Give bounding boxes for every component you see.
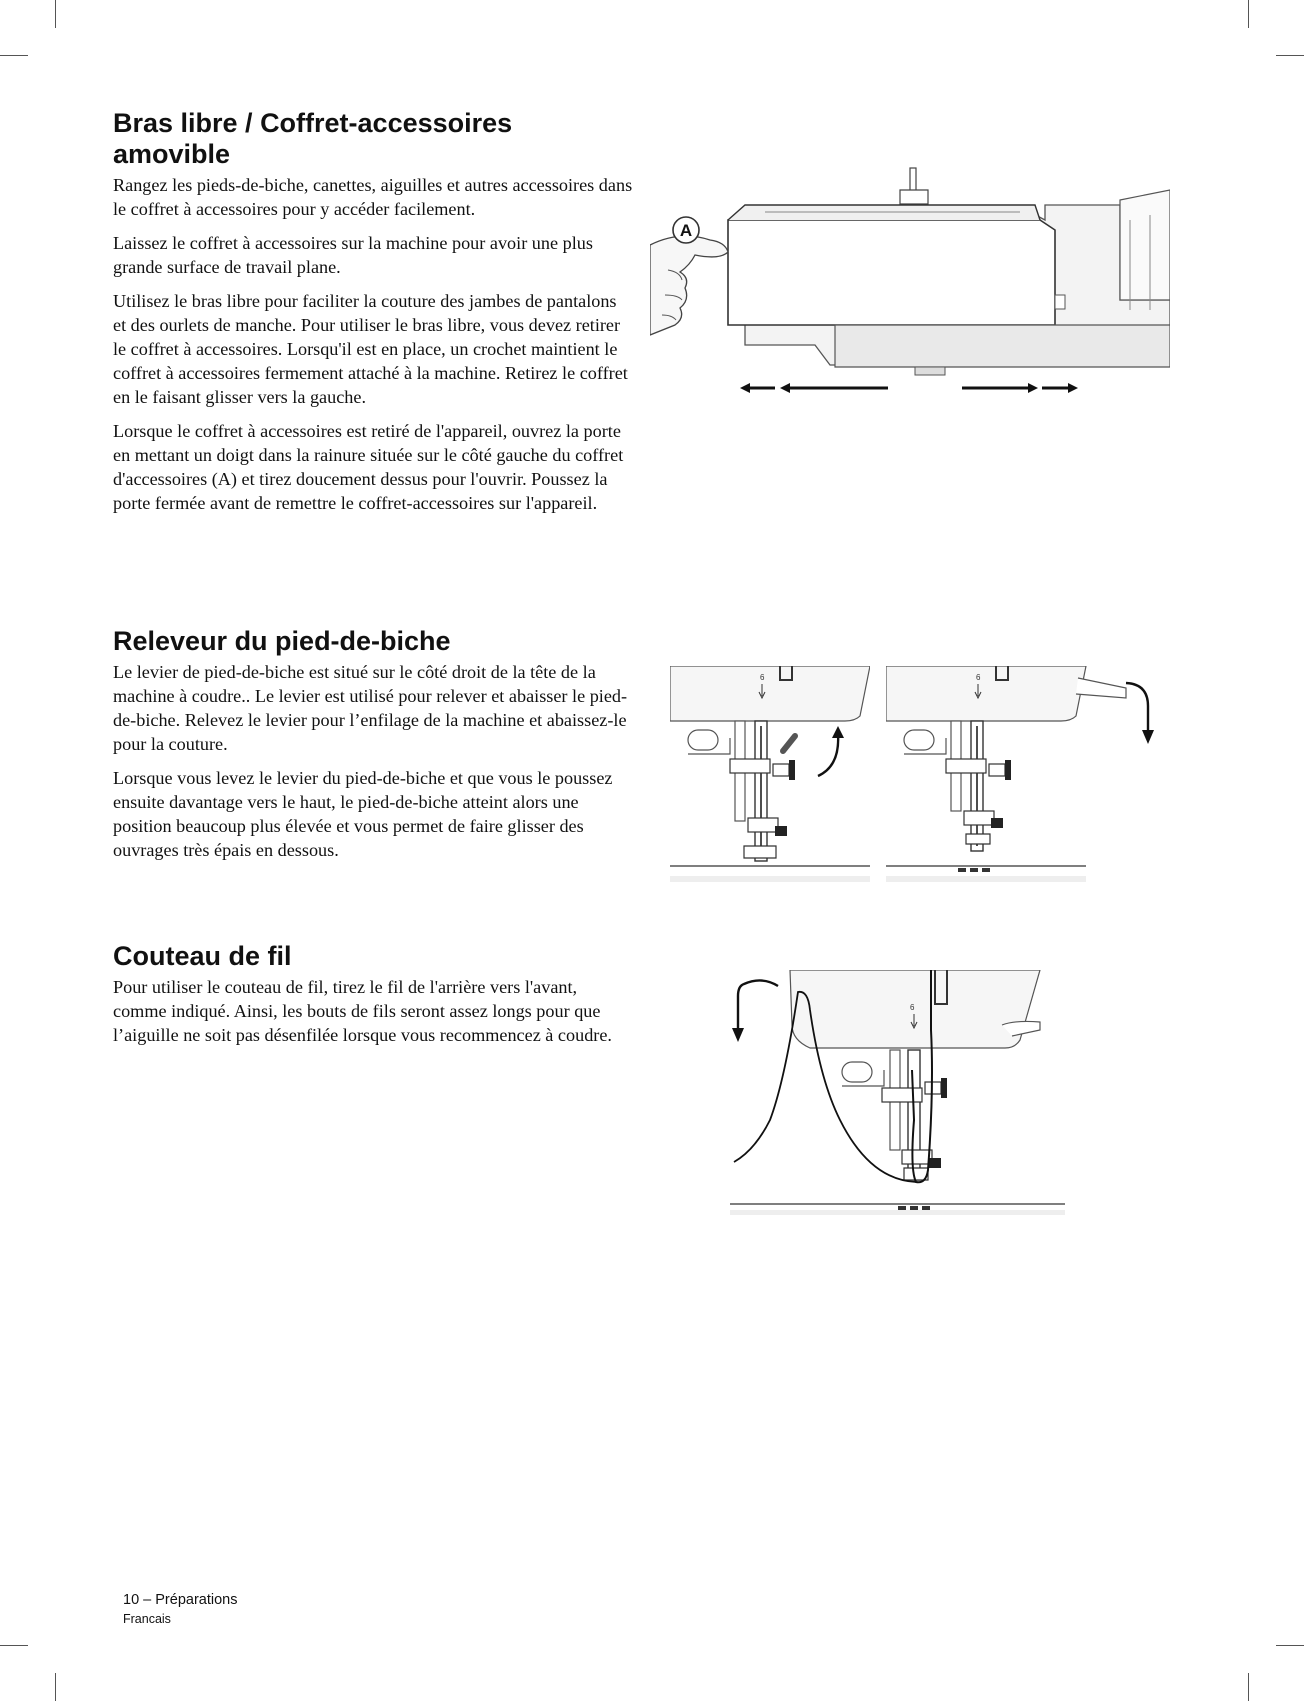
section-title-free-arm: Bras libre / Coffret-accessoires amovible [113, 108, 513, 169]
section-title-presser-foot-lifter: Releveur du pied-de-biche [113, 626, 451, 656]
paragraph: Laissez le coffret à accessoires sur la machine pour avoir une plus grande surface de travail plane. [113, 233, 593, 277]
paragraph: Utilisez le bras libre pour faciliter la couture des jambes de pantalons et des ourlets de manche. Pour utiliser le bras libre, vous devez retirer le coffret à accessoires. Lorsqu'il est en place, un crochet maintient le coffret à accessoires fermement attaché à la machine. Retirez le coffret en le faisant glisser vers la gauche. [113, 291, 628, 407]
crop-mark [0, 55, 28, 56]
section-body-presser-foot-lifter [113, 660, 633, 872]
needle-number: 6 [910, 1003, 915, 1012]
crop-mark [55, 0, 56, 28]
crop-mark [1276, 55, 1304, 56]
footer-page-section: 10 – Préparations [123, 1592, 238, 1608]
presser-foot-extra-high-illustration [886, 666, 1176, 886]
paragraph: Lorsque le coffret à accessoires est retiré de l'appareil, ouvrez la porte en mettant un doigt dans la rainure située sur le côté gauche du coffret d'accessoires (A) et tirez doucement dessus pour l'ouvrir. Poussez la porte fermée avant de remettre le coffret-accessoires sur l'appareil. [113, 421, 624, 513]
paragraph: Pour utiliser le couteau de fil, tirez le fil de l'arrière vers l'avant, comme indiqué. Ainsi, les bouts de fils seront assez longs pour que l’aiguille ne soit pas désenfilée lorsque vous recommencez à coudre. [113, 977, 612, 1045]
section-title-thread-cutter: Couteau de fil [113, 941, 292, 971]
presser-foot-raised-illustration [670, 666, 870, 886]
section-body-thread-cutter [113, 975, 633, 1057]
needle-number: 6 [760, 673, 765, 682]
crop-mark [1276, 1645, 1304, 1646]
label-a: A [679, 221, 693, 240]
crop-mark [55, 1673, 56, 1701]
crop-mark [0, 1645, 28, 1646]
accessory-box-illustration [650, 160, 1170, 405]
thread-cutter-illustration [730, 970, 1070, 1215]
footer-language: Francais [123, 1612, 171, 1626]
paragraph: Rangez les pieds-de-biche, canettes, aiguilles et autres accessoires dans le coffret à accessoires pour y accéder facilement. [113, 175, 633, 219]
paragraph: Lorsque vous levez le levier du pied-de-biche et que vous le poussez ensuite davantage vers le haut, le pied-de-biche atteint alors une position beaucoup plus élevée et vous permet de faire glisser des ouvrages très épais en dessous. [113, 768, 613, 860]
needle-number: 6 [976, 673, 981, 682]
paragraph: Le levier de pied-de-biche est situé sur le côté droit de la tête de la machine à coudre.. Le levier est utilisé pour relever et abaisser le pied-de-biche. Relevez le levier pour l’enfilage de la machine et abaissez-le pour la couture. [113, 662, 628, 754]
crop-mark [1248, 0, 1249, 28]
section-body-free-arm [113, 173, 633, 525]
crop-mark [1248, 1673, 1249, 1701]
